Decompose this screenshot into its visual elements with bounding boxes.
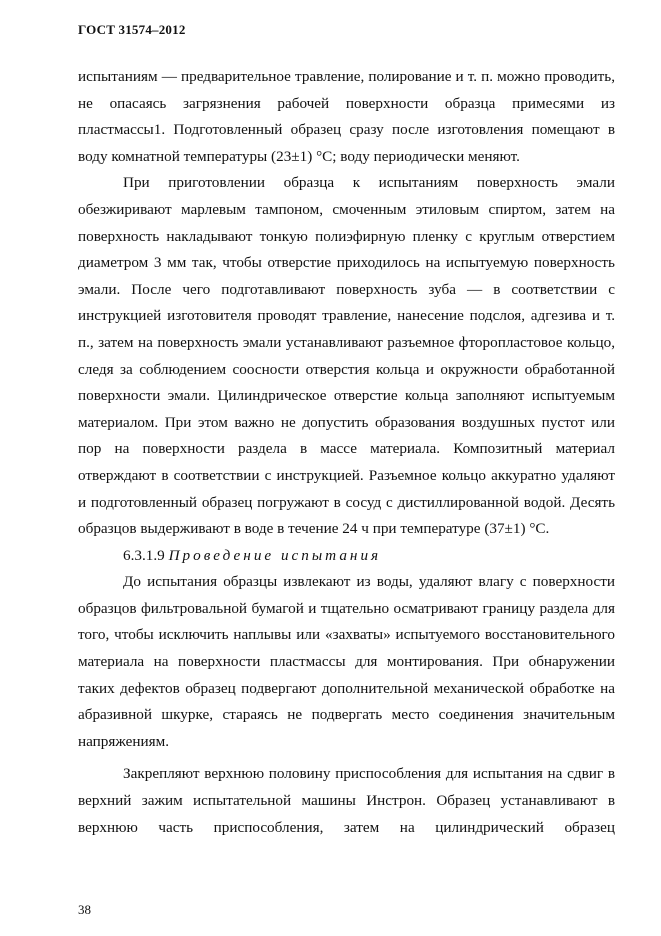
section-heading xyxy=(78,543,615,570)
document-body xyxy=(78,64,615,841)
section-title: Проведение испытания xyxy=(168,546,382,564)
paragraph-mounting: Закрепляют верхнюю половину приспособления для испытания на сдвиг в верхний зажим испытательной машины Инстрон. Образец устанавливают в верхнюю часть приспособления, затем на цилиндрический образец xyxy=(78,765,615,836)
paragraph-inspection: До испытания образцы извлекают из воды, удаляют влагу с поверхности образцов фильтровальной бумагой и тщательно осматривают границу раздела для того, чтобы исключить наплывы или «захваты» испытуемого восстановительного материала на поверхности пластмассы для монтирования. При обнаружении таких дефектов образец подвергают дополнительной механической обработке на абразивной шкурке, стараясь не подвергать место соединения значительным напряжениям. xyxy=(78,573,615,750)
paragraph-continuation: испытаниям — предварительное травление, полирование и т. п. можно проводить, не опасаясь загрязнения рабочей поверхности образца примесями из пластмассы1. Подготовленный образец сразу после изготовления помещают в воду комнатной температуры (23±1) °С; воду периодически меняют. xyxy=(78,68,615,165)
page-number: 38 xyxy=(78,902,91,917)
section-number: 6.3.1.9 xyxy=(123,546,165,564)
standard-header: ГОСТ 31574–2012 xyxy=(78,22,186,37)
paragraph-sample-preparation: При приготовлении образца к испытаниям поверхность эмали обезжиривают марлевым тампоном, смоченным этиловым спиртом, затем на поверхность накладывают тонкую полиэфирную пленку с круглым отверстием диаметром 3 мм так, чтобы отверстие приходилось на испытуемую поверхность эмали. После чего подготавливают поверхность зуба — в соответствии с инструкцией изготовителя проводят травление, нанесение подслоя, адгезива и т. п., затем на поверхность эмали устанавливают разъемное фторопластовое кольцо, следя за соблюдением соосности отверстия кольца и окружности обработанной поверхности эмали. Цилиндрическое отверстие кольца заполняют испытуемым материалом. При этом важно не допустить образования воздушных пустот или пор на поверхности раздела в массе материала. Композитный материал отверждают в соответствии с инструкцией. Разъемное кольцо аккуратно удаляют и подготовленный образец погружают в сосуд с дистиллированной водой. Десять образцов выдерживают в воде в течение 24 ч при температуре (37±1) °С. xyxy=(78,174,615,538)
